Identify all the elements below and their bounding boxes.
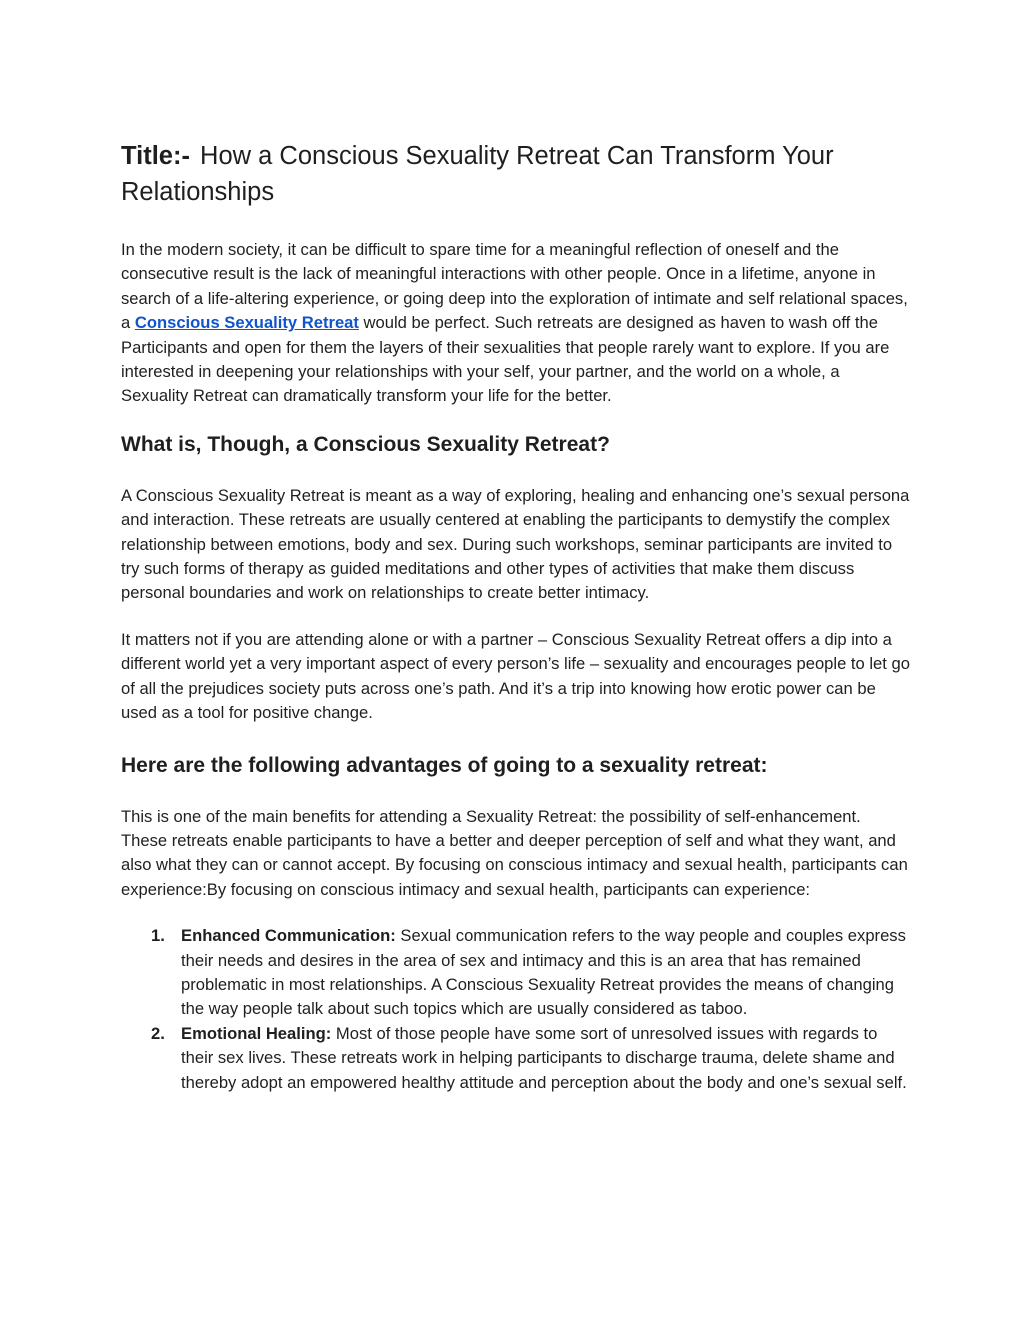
document-title — [121, 138, 911, 210]
title-prefix: Title:- — [121, 142, 190, 170]
title-text: How a Conscious Sexuality Retreat Can Transform Your Relationships — [121, 142, 834, 206]
list-item-number: 2. — [151, 1023, 165, 1043]
intro-text-before-link: In the modern society, it can be difficult to spare time for a meaningful reflection of oneself and the consecutive result is the lack of meaningful interactions with other people. Once in a lifetime, anyone in search of a life-altering experience, or going deep into the exploration of intimate and self relational spaces, a — [121, 240, 908, 333]
list-item — [121, 1022, 911, 1095]
conscious-sexuality-retreat-link[interactable]: Conscious Sexuality Retreat — [134, 313, 359, 333]
list-item-term: Emotional Healing: — [181, 1023, 332, 1043]
section1-paragraph-2: It matters not if you are attending alone or with a partner – Conscious Sexuality Retreat offers a dip into a different world yet a very important aspect of every person’s life – sexuality and encourages people to let go of all the prejudices society puts across one’s path. And it’s a trip into knowing how erotic power can be used as a tool for positive change. — [121, 629, 910, 723]
intro-text-after-link: would be perfect. Such retreats are designed as haven to wash off the Participants and open for them the layers of their sexualities that people rarely want to explore. If you are interested in deepening your relationships with your self, your partner, and the world on a whole, a Sexuality Retreat can dramatically transform your life for the better. — [121, 313, 890, 406]
section2-paragraph-1: This is one of the main benefits for attending a Sexuality Retreat: the possibility of self-enhancement. These retreats enable participants to have a better and deeper perception of self and what they want, and also what they can or cannot accept. By focusing on conscious intimacy and sexual health, participants can experience:By focusing on conscious intimacy and sexual health, participants can experience: — [121, 806, 908, 899]
intro-paragraph — [121, 238, 911, 409]
section-heading-advantages: Here are the following advantages of going to a sexuality retreat: — [121, 753, 768, 777]
list-item-text: Most of those people have some sort of unresolved issues with regards to their sex lives. These retreats work in helping participants to discharge trauma, delete shame and thereby adopt an empowered healthy attitude and perception about the body and one’s sexual self. — [181, 1023, 907, 1092]
list-item-text: Sexual communication refers to the way people and couples express their needs and desires in the area of sex and intimacy and this is an area that has remained problematic in most relationships. A Conscious Sexuality Retreat provides the means of changing the way people talk about such topics which are usually considered as taboo. — [181, 926, 906, 1019]
list-item-term: Enhanced Communication: — [181, 926, 396, 946]
document-page — [121, 138, 911, 1095]
section-heading-what-is: What is, Though, a Conscious Sexuality Retreat? — [121, 432, 610, 456]
benefits-list — [121, 924, 911, 1095]
list-item — [121, 924, 911, 1022]
list-item-number: 1. — [151, 926, 165, 946]
section1-paragraph-1: A Conscious Sexuality Retreat is meant as a way of exploring, healing and enhancing one’s sexual persona and interaction. These retreats are usually centered at enabling the participants to demystify the complex relationship between emotions, body and sex. During such workshops, seminar participants are invited to try such forms of therapy as guided meditations and other types of activities that make them discuss personal boundaries and work on relationships to create better intimacy. — [121, 485, 910, 603]
